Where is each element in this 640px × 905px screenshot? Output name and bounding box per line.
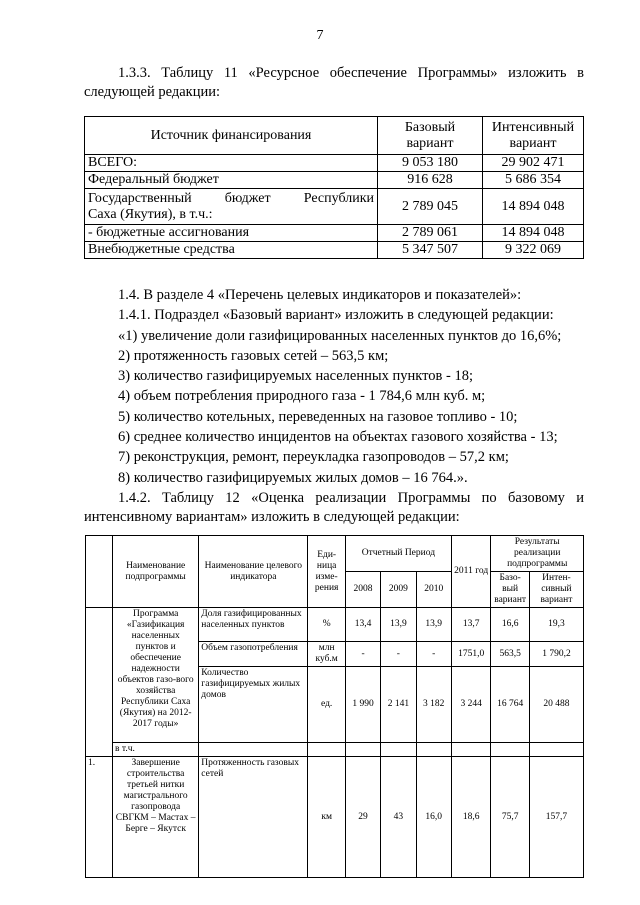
- table-row: Внебюджетные средства 5 347 507 9 322 069: [85, 242, 584, 259]
- header-period: Отчетный Период: [345, 536, 451, 572]
- table-row: ВСЕГО: 9 053 180 29 902 471: [85, 155, 584, 172]
- intro-line-1: 1.3.3. Таблицу 11 «Ресурсное обеспечение Программы» изложить в: [118, 65, 584, 81]
- table-row: 1. Завершение строительства третьей нитки магистрального газопровода СВГКМ – Мастах – Берге – Якутск Протяженность газовых сетей км 29 43 16,0 18,6 75,7 157,7: [86, 757, 584, 878]
- table-row: Программа «Газификация населенных пунктов и обеспечение надежности объектов газо-вого хозяйства Республики Саха (Якутия) на 2012-2017 годы» Доля газифицированных населенных пунктов % 13,4 13,9 13,9 13,7 16,6 19,3: [86, 608, 584, 642]
- table-row: Объем газопотребления млн куб.м - - - 1751,0 563,5 1 790,2: [86, 642, 584, 667]
- table-row: [86, 743, 584, 757]
- p142-line-2: интенсивному вариантам» изложить в следующей редакции:: [84, 509, 460, 525]
- header-base: Базовый вариант: [378, 117, 483, 155]
- header-results: Результаты реализации подпрограммы: [491, 536, 584, 572]
- header-unit: Еди-ница изме-рения: [308, 536, 345, 608]
- header-subprogram: Наименование подпрограммы: [113, 536, 199, 608]
- evaluation-table: Наименование подпрограммы Наименование целевого индикатора Еди-ница изме-рения Отчетный Период 2011 год Результаты реализации подпрограммы 2008 2009 2010 Базо-вый вариант Интен-сивный вариант Программа «Газификация населенных пунктов и обеспечение надежности объектов газо-вого хозяйства Республики Саха (Якутия) на 2012-2017 годы» Доля газифицированных населенных пунктов % 13,4 13,9 13,9 13,7 16,6 19,3 Объем газопотребления млн куб.м - - - 1751,0 563,5 1 790,2 Количество газифицируемых жилых домов ед. 1 990 2 141 3 182 3 244 16 764 20 488 в т.ч. 1. Завершение строительства третьей нитки магистрального газопровода СВГКМ – Мастах – Берге – Якутск Протяженность газовых сетей км 29 43 16,0 18,6 75,7 157,7: [85, 535, 584, 878]
- table-row: Федеральный бюджет 916 628 5 686 354: [85, 172, 584, 189]
- section-list: 1.4. В разделе 4 «Перечень целевых индикаторов и показателей»: 1.4.1. Подраздел «Базовый вариант» изложить в следующей редакции: «1) увеличение доли газифицированных населенных пунктов до 16,6%; 2) протяженность газовых сетей – 563,5 км; 3) количество газифицируемых населенных пунктов - 18; 4) объем потребления природного газа - 1 784,6 млн куб. м; 5) количество котельных, переведенных на газовое топливо - 10; 6) среднее количество инцидентов на объектах газового хозяйства - 13; 7) реконструкция, ремонт, переукладка газопроводов – 57,2 км; 8) количество газифицируемых жилых домов – 16 764.».: [118, 287, 562, 486]
- header-base: Базо-вый вариант: [491, 572, 529, 608]
- header-intense: Интен-сивный вариант: [529, 572, 583, 608]
- p142-line-1: 1.4.2. Таблицу 12 «Оценка реализации Программы по базовому и: [118, 490, 584, 506]
- table-row: Количество газифицируемых жилых домов ед. 1 990 2 141 3 182 3 244 16 764 20 488: [86, 667, 584, 743]
- intro-line-2: следующей редакции:: [84, 84, 221, 100]
- header-source: Источник финансирования: [85, 117, 378, 155]
- table-row: - бюджетные ассигнования 2 789 061 14 894 048: [85, 225, 584, 242]
- header-indicator: Наименование целевого индикатора: [199, 536, 308, 608]
- resource-table: [84, 116, 584, 259]
- table-row: Государственный бюджет Республики Саха (Якутия), в т.ч.: 2 789 045 14 894 048: [85, 189, 584, 225]
- header-2011: 2011 год: [451, 536, 491, 608]
- program-name: Программа «Газификация населенных пунктов и обеспечение надежности объектов газо-вого хозяйства Республики Саха (Якутия) на 2012-2017 годы»: [113, 608, 199, 743]
- page-number: 7: [316, 28, 324, 43]
- header-intense: Интенсивный вариант: [483, 117, 584, 155]
- incl-label: в т.ч.: [113, 743, 199, 757]
